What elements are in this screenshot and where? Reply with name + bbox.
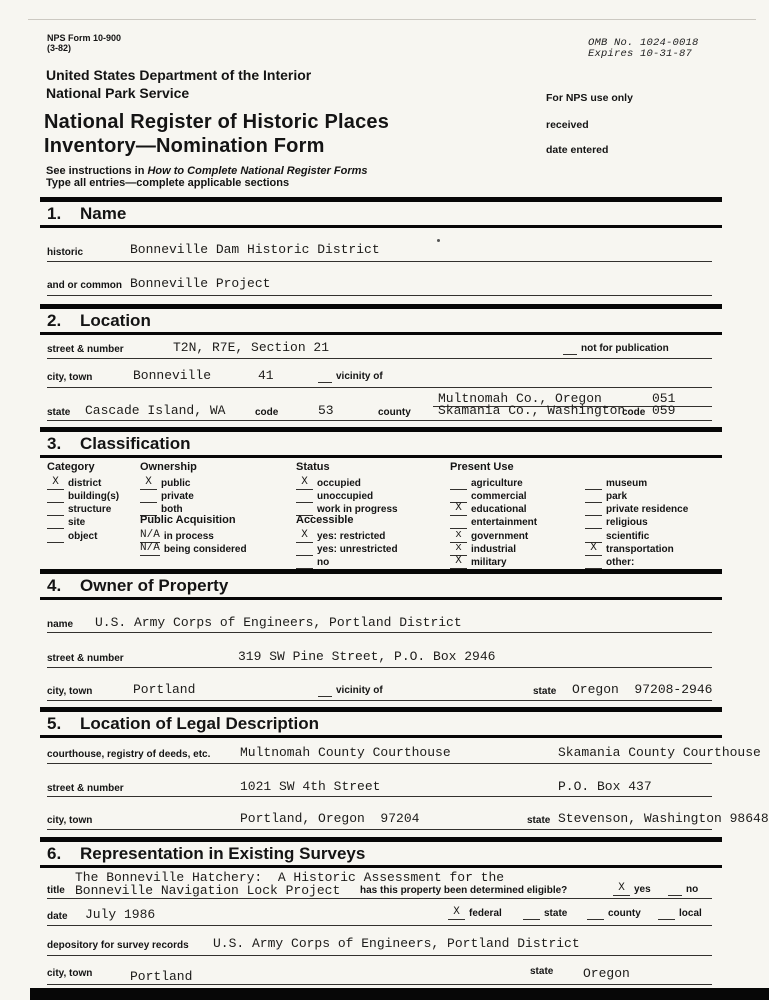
date-entered-label: date entered bbox=[546, 144, 609, 156]
checkbox-mark bbox=[658, 906, 675, 920]
section5-number: 5. bbox=[47, 714, 62, 733]
checkbox-label: military bbox=[471, 557, 507, 568]
checkbox-mark bbox=[587, 906, 604, 920]
checkbox-mark: X bbox=[296, 529, 313, 543]
section5-title: Location of Legal Description bbox=[80, 714, 319, 733]
checkbox-label: no bbox=[686, 884, 699, 895]
checkbox-label: government bbox=[471, 531, 529, 542]
city-town-value: Bonneville bbox=[133, 368, 212, 383]
checkbox-mark bbox=[668, 882, 682, 896]
checkbox-mark bbox=[585, 555, 602, 569]
eligible-question-label: has this property been determined eligible? bbox=[360, 885, 568, 896]
checkbox-item-district bbox=[47, 476, 101, 490]
survey-state-value: Oregon bbox=[583, 966, 630, 981]
checkbox-label: object bbox=[68, 531, 98, 542]
legal-city-value: Portland, Oregon 97204 bbox=[240, 811, 420, 826]
depository-label: depository for survey records bbox=[47, 940, 189, 951]
checkbox-item-religious bbox=[585, 515, 648, 529]
checkbox-item-yes-unrestricted bbox=[296, 542, 398, 556]
level-county-item bbox=[587, 906, 641, 920]
checkbox-item-government bbox=[450, 529, 528, 543]
owner-state-label: state bbox=[533, 686, 557, 697]
section1-title: Name bbox=[80, 204, 127, 223]
checkbox-item-museum bbox=[585, 476, 647, 490]
section3-title: Classification bbox=[80, 434, 191, 453]
field-rule bbox=[47, 295, 712, 296]
owner-street-label: street & number bbox=[47, 653, 124, 664]
survey-city-label: city, town bbox=[47, 968, 93, 979]
section3-top-bar bbox=[40, 427, 722, 432]
level-state-item bbox=[523, 906, 567, 920]
checkbox-mark bbox=[450, 515, 467, 529]
checkbox-label: no bbox=[317, 557, 330, 568]
street-number-label: street & number bbox=[47, 344, 124, 355]
checkbox-mark bbox=[585, 529, 602, 543]
checkbox-mark bbox=[296, 542, 313, 556]
owner-name-value: U.S. Army Corps of Engineers, Portland District bbox=[95, 615, 462, 630]
field-rule bbox=[47, 420, 712, 421]
checkbox-label: occupied bbox=[317, 478, 361, 489]
state-label: state bbox=[47, 407, 71, 418]
checkbox-item-park bbox=[585, 489, 627, 503]
checkbox-label: work in progress bbox=[317, 504, 398, 515]
section2-bottom-bar bbox=[40, 332, 722, 335]
field-rule bbox=[47, 632, 712, 633]
form-title-line1: National Register of Historic Places bbox=[44, 111, 390, 133]
checkbox-mark: X bbox=[140, 476, 157, 490]
owner-city-label: city, town bbox=[47, 686, 93, 697]
section6-top-bar bbox=[40, 837, 722, 842]
checkbox-item-entertainment bbox=[450, 515, 537, 529]
omb-number: OMB No. 1024-0018 bbox=[588, 37, 699, 49]
checkbox-mark: N/A bbox=[140, 529, 160, 541]
vicinity-blank bbox=[318, 369, 332, 383]
vicinity-blank bbox=[318, 683, 332, 697]
scan-artifact-dot bbox=[437, 239, 440, 242]
checkbox-label: park bbox=[606, 491, 628, 502]
survey-date-label: date bbox=[47, 911, 68, 922]
checkbox-mark bbox=[140, 489, 157, 503]
courthouse-value2: Skamania County Courthouse bbox=[558, 745, 761, 760]
eligible-yes-item bbox=[613, 882, 651, 896]
checkbox-item-occupied bbox=[296, 476, 361, 490]
checkbox-item-unoccupied bbox=[296, 489, 373, 503]
code-label: code bbox=[255, 407, 279, 418]
eligible-no-item bbox=[668, 882, 698, 896]
received-label: received bbox=[546, 119, 589, 131]
checkbox-item-being-considered bbox=[140, 542, 247, 556]
checkbox-item-in-process bbox=[140, 529, 214, 543]
checkbox-item-private-residence bbox=[585, 502, 688, 516]
checkbox-mark bbox=[585, 489, 602, 503]
checkbox-label: public bbox=[161, 478, 191, 489]
state-code-value: 53 bbox=[318, 403, 334, 418]
checkbox-mark bbox=[47, 502, 64, 516]
not-for-publication-item bbox=[563, 341, 669, 355]
checkbox-mark bbox=[296, 555, 313, 569]
status-heading: Status bbox=[296, 461, 330, 473]
section2-title: Location bbox=[80, 311, 151, 330]
checkbox-label: yes: restricted bbox=[317, 531, 386, 542]
checkbox-item-scientific bbox=[585, 529, 649, 543]
department-title: United States Department of the Interior bbox=[46, 67, 312, 83]
checkbox-item-commercial bbox=[450, 489, 527, 503]
checkbox-label: religious bbox=[606, 517, 648, 528]
owner-street-value: 319 SW Pine Street, P.O. Box 2946 bbox=[238, 649, 496, 664]
not-for-publication-blank bbox=[563, 341, 577, 355]
section5-top-bar bbox=[40, 707, 722, 712]
section6-title: Representation in Existing Surveys bbox=[80, 844, 366, 863]
form-title-line2: Inventory—Nomination Form bbox=[44, 135, 325, 157]
section4-bottom-bar bbox=[40, 597, 722, 600]
checkbox-label: other: bbox=[606, 557, 635, 568]
level-local-item bbox=[658, 906, 702, 920]
street-number-value: T2N, R7E, Section 21 bbox=[173, 340, 330, 355]
legal-street-value2: P.O. Box 437 bbox=[558, 779, 652, 794]
checkbox-label: yes bbox=[634, 884, 651, 895]
checkbox-mark: X bbox=[448, 906, 465, 920]
instructions-line1 bbox=[46, 165, 368, 177]
field-rule bbox=[47, 796, 712, 797]
checkbox-item-agriculture bbox=[450, 476, 523, 490]
county1-code-value: 051 bbox=[652, 391, 676, 406]
owner-state-value: Oregon 97208-2946 bbox=[572, 682, 713, 697]
instructions-line2: Type all entries—complete applicable sections bbox=[46, 177, 290, 189]
checkbox-mark: X bbox=[47, 476, 64, 490]
checkbox-item-military bbox=[450, 555, 507, 569]
checkbox-label: district bbox=[68, 478, 102, 489]
present-use-heading: Present Use bbox=[450, 461, 514, 473]
survey-title-label: title bbox=[47, 885, 65, 896]
checkbox-label: being considered bbox=[163, 544, 247, 555]
section3-bottom-bar bbox=[40, 455, 722, 458]
checkbox-label: industrial bbox=[471, 544, 517, 555]
owner-vicinity-label: vicinity of bbox=[336, 685, 383, 696]
accessible-heading: Accessible bbox=[296, 514, 354, 526]
section1-number: 1. bbox=[47, 204, 62, 223]
survey-date-value: July 1986 bbox=[85, 907, 156, 922]
section1-bottom-bar bbox=[40, 225, 722, 228]
legal-state-value: Stevenson, Washington 98648 bbox=[558, 811, 769, 826]
checkbox-item-no bbox=[296, 555, 329, 569]
city-town-label: city, town bbox=[47, 372, 93, 383]
field-rule bbox=[47, 667, 712, 668]
checkbox-mark bbox=[585, 515, 602, 529]
section2-top-bar bbox=[40, 304, 722, 309]
checkbox-mark: N/A bbox=[140, 542, 160, 554]
checkbox-mark bbox=[585, 502, 602, 516]
nps-use-only-label: For NPS use only bbox=[546, 92, 633, 104]
county1-value: Multnomah Co., Oregon bbox=[438, 391, 602, 406]
form-revision: (3-82) bbox=[47, 43, 72, 53]
checkbox-label: structure bbox=[68, 504, 112, 515]
legal-city-label: city, town bbox=[47, 815, 93, 826]
checkbox-label: county bbox=[608, 908, 641, 919]
section6-number: 6. bbox=[47, 844, 62, 863]
checkbox-mark: X bbox=[450, 502, 467, 516]
county2-code-value: 059 bbox=[652, 403, 676, 418]
city-code-value: 41 bbox=[258, 368, 274, 383]
checkbox-item-site bbox=[47, 515, 85, 529]
checkbox-mark bbox=[450, 489, 467, 503]
checkbox-label: entertainment bbox=[471, 517, 538, 528]
checkbox-item-yes-restricted bbox=[296, 529, 385, 543]
historic-value: Bonneville Dam Historic District bbox=[130, 242, 380, 257]
checkbox-item-public bbox=[140, 476, 190, 490]
courthouse-label: courthouse, registry of deeds, etc. bbox=[47, 749, 211, 760]
agency-title: National Park Service bbox=[46, 85, 190, 101]
field-rule bbox=[47, 955, 712, 956]
checkbox-mark bbox=[585, 476, 602, 490]
section1-top-bar bbox=[40, 197, 722, 202]
depository-value: U.S. Army Corps of Engineers, Portland District bbox=[213, 936, 580, 951]
checkbox-mark: x bbox=[450, 529, 467, 543]
legal-state-label: state bbox=[527, 815, 551, 826]
checkbox-label: building(s) bbox=[68, 491, 120, 502]
survey-city-value: Portland bbox=[130, 969, 193, 984]
checkbox-mark bbox=[296, 489, 313, 503]
section5-bottom-bar bbox=[40, 735, 722, 738]
owner-vicinity-item bbox=[318, 683, 383, 697]
checkbox-item-educational bbox=[450, 502, 527, 516]
public-acquisition-heading: Public Acquisition bbox=[140, 514, 236, 526]
courthouse-value: Multnomah County Courthouse bbox=[240, 745, 451, 760]
instructions-pre: See instructions in bbox=[46, 165, 148, 177]
not-for-publication-label: not for publication bbox=[581, 343, 669, 354]
checkbox-label: local bbox=[679, 908, 702, 919]
county2-value: Skamania Co., Washington bbox=[438, 403, 626, 418]
common-name-value: Bonneville Project bbox=[130, 276, 271, 291]
checkbox-label: both bbox=[161, 504, 183, 515]
checkbox-mark: X bbox=[613, 882, 630, 896]
code2-label: code bbox=[622, 407, 646, 418]
scan-top-edge bbox=[28, 19, 756, 20]
common-name-label: and or common bbox=[47, 280, 123, 291]
checkbox-item-industrial bbox=[450, 542, 516, 556]
checkbox-label: in process bbox=[163, 531, 214, 542]
checkbox-label: educational bbox=[471, 504, 527, 515]
category-heading: Category bbox=[47, 461, 95, 473]
checkbox-mark bbox=[47, 515, 64, 529]
legal-street-value: 1021 SW 4th Street bbox=[240, 779, 381, 794]
level-federal-item bbox=[448, 906, 502, 920]
checkbox-label: commercial bbox=[471, 491, 527, 502]
checkbox-mark: X bbox=[296, 476, 313, 490]
section3-number: 3. bbox=[47, 434, 62, 453]
county-label: county bbox=[378, 407, 411, 418]
field-rule bbox=[47, 925, 712, 926]
checkbox-item-object bbox=[47, 529, 97, 543]
checkbox-item-other bbox=[585, 555, 634, 569]
checkbox-mark bbox=[523, 906, 540, 920]
checkbox-mark bbox=[47, 489, 64, 503]
field-rule bbox=[47, 763, 712, 764]
checkbox-item-private bbox=[140, 489, 194, 503]
checkbox-label: yes: unrestricted bbox=[317, 544, 398, 555]
section4-number: 4. bbox=[47, 576, 62, 595]
instructions-book-title: How to Complete National Register Forms bbox=[147, 165, 368, 177]
checkbox-label: agriculture bbox=[471, 478, 523, 489]
checkbox-label: museum bbox=[606, 478, 648, 489]
checkbox-mark bbox=[450, 476, 467, 490]
omb-expires: Expires 10-31-87 bbox=[588, 48, 693, 60]
checkbox-mark: X bbox=[450, 555, 467, 569]
section2-number: 2. bbox=[47, 311, 62, 330]
state-value: Cascade Island, WA bbox=[85, 403, 226, 418]
checkbox-label: federal bbox=[469, 908, 502, 919]
ownership-heading: Ownership bbox=[140, 461, 197, 473]
checkbox-item-transportation bbox=[585, 542, 674, 556]
historic-label: historic bbox=[47, 247, 84, 258]
section7-top-bar-cropped bbox=[30, 988, 769, 1000]
checkbox-mark: X bbox=[585, 542, 602, 556]
checkbox-label: state bbox=[544, 908, 568, 919]
field-rule bbox=[47, 358, 712, 359]
section4-top-bar bbox=[40, 569, 722, 574]
checkbox-label: transportation bbox=[606, 544, 674, 555]
form-number: NPS Form 10-900 bbox=[47, 33, 122, 43]
owner-name-label: name bbox=[47, 619, 74, 630]
checkbox-label: private residence bbox=[606, 504, 689, 515]
checkbox-label: unoccupied bbox=[317, 491, 374, 502]
checkbox-item-buildings bbox=[47, 489, 119, 503]
checkbox-label: scientific bbox=[606, 531, 650, 542]
legal-street-label: street & number bbox=[47, 783, 124, 794]
field-rule bbox=[47, 898, 712, 899]
section6-bottom-bar bbox=[40, 865, 722, 868]
field-rule bbox=[47, 984, 712, 985]
checkbox-mark: x bbox=[450, 542, 467, 556]
survey-title-value-line1: The Bonneville Hatchery: A Historic Assessment for the bbox=[75, 870, 505, 885]
field-rule bbox=[47, 387, 712, 388]
vicinity-item bbox=[318, 369, 383, 383]
checkbox-item-structure bbox=[47, 502, 111, 516]
field-rule bbox=[47, 829, 712, 830]
survey-title-value-line2: Bonneville Navigation Lock Project bbox=[75, 883, 341, 898]
survey-state-label: state bbox=[530, 966, 554, 977]
field-rule bbox=[47, 700, 712, 701]
vicinity-label: vicinity of bbox=[336, 371, 383, 382]
checkbox-label: site bbox=[68, 517, 86, 528]
section4-title: Owner of Property bbox=[80, 576, 229, 595]
checkbox-label: private bbox=[161, 491, 194, 502]
owner-city-value: Portland bbox=[133, 682, 196, 697]
field-rule bbox=[47, 261, 712, 262]
checkbox-mark bbox=[47, 529, 64, 543]
